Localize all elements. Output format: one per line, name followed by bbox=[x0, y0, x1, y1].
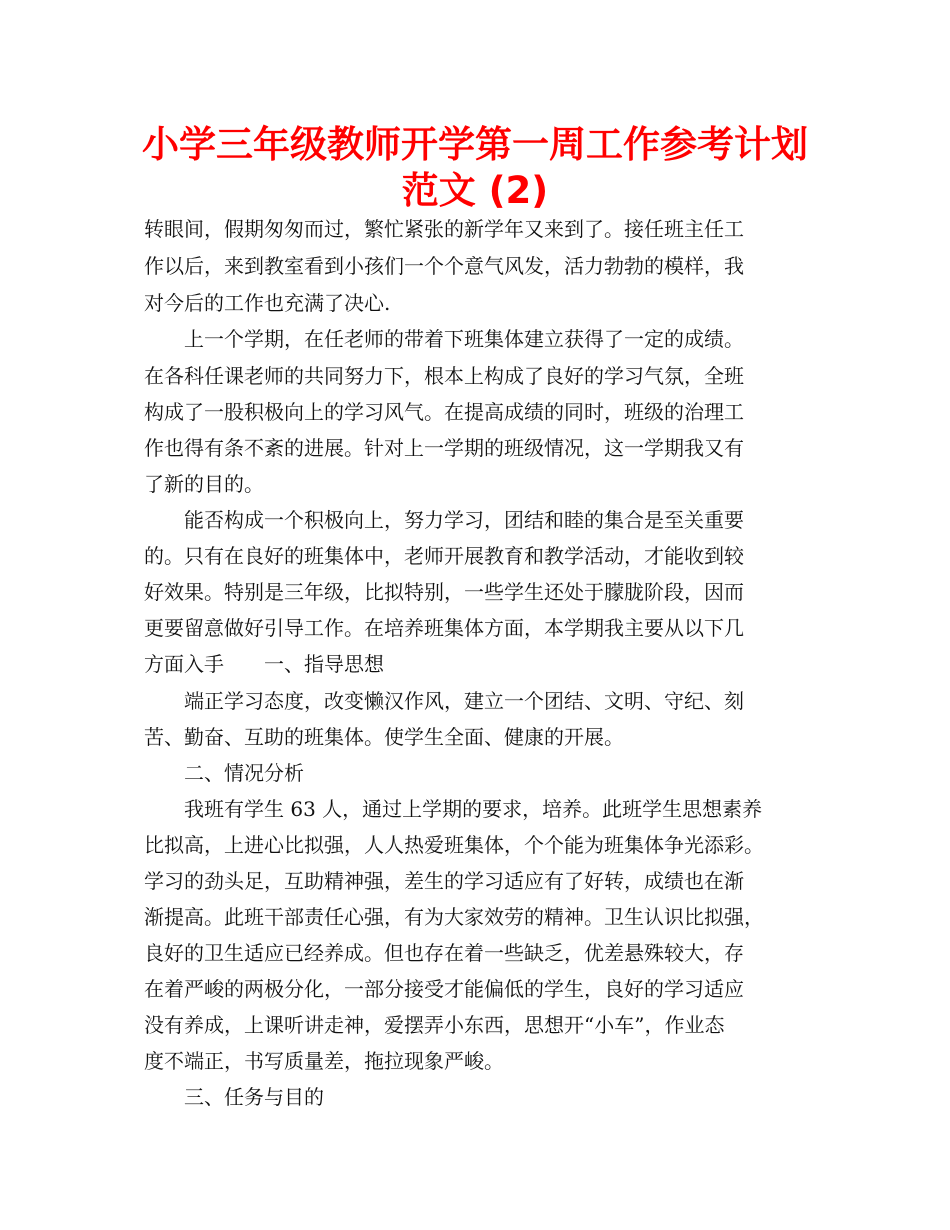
text-line-9: 能否构成一个积极向上，努力学习，团结和睦的集合是至关重要 bbox=[184, 508, 744, 532]
text-line-17: 我班有学生 63 人，通过上学期的要求，培养。此班学生思想素养 bbox=[184, 797, 763, 821]
text-line-10: 的。只有在良好的班集体中，老师开展教育和教学活动，才能收到较 bbox=[144, 544, 744, 568]
text-line-22: 在着严峻的两极分化，一部分接受才能偏低的学生，良好的学习适应 bbox=[144, 977, 744, 1001]
text-line-6: 构成了一股积极向上的学习风气。在提高成绩的同时，班级的治理工 bbox=[144, 400, 744, 424]
text-line-20: 渐提高。此班干部责任心强，有为大家效劳的精神。卫生认识比拟强， bbox=[144, 905, 764, 929]
document-title-line-1: 小学三年级教师开学第一周工作参考计划 bbox=[142, 123, 808, 166]
text-line-18: 比拟高，上进心比拟强，人人热爱班集体，个个能为班集体争光添彩。 bbox=[144, 833, 764, 857]
text-line-11: 好效果。特别是三年级，比拟特别，一些学生还处于朦胧阶段，因而 bbox=[144, 580, 744, 604]
document-title-line-2: 范文 (2) bbox=[401, 169, 549, 212]
text-line-4: 上一个学期，在任老师的带着下班集体建立获得了一定的成绩。 bbox=[184, 327, 744, 351]
text-line-14: 端正学习态度，改变懒汉作风，建立一个团结、文明、守纪、刻 bbox=[184, 689, 744, 713]
text-line-13: 方面入手 一、指导思想 bbox=[144, 652, 384, 676]
text-line-12: 更要留意做好引导工作。在培养班集体方面，本学期我主要从以下几 bbox=[144, 616, 744, 640]
text-line-5: 在各科任课老师的共同努力下，根本上构成了良好的学习气氛，全班 bbox=[144, 364, 744, 388]
text-line-1: 转眼间，假期匆匆而过，繁忙紧张的新学年又来到了。接任班主任工 bbox=[144, 217, 744, 241]
text-line-19: 学习的劲头足，互助精神强，差生的学习适应有了好转，成绩也在渐 bbox=[144, 869, 744, 893]
text-line-3: 对今后的工作也充满了决心. bbox=[144, 291, 391, 315]
text-line-8: 了新的目的。 bbox=[144, 472, 264, 496]
text-line-15: 苦、勤奋、互助的班集体。使学生全面、健康的开展。 bbox=[144, 725, 624, 749]
text-line-2: 作以后，来到教室看到小孩们一个个意气风发，活力勃勃的模样，我 bbox=[144, 254, 744, 278]
text-line-24: 度不端正，书写质量差，拖拉现象严峻。 bbox=[144, 1049, 504, 1073]
section-heading-2: 二、情况分析 bbox=[184, 761, 304, 785]
text-line-7: 作也得有条不紊的进展。针对上一学期的班级情况，这一学期我又有 bbox=[144, 436, 744, 460]
text-line-21: 良好的卫生适应已经养成。但也存在着一些缺乏，优差悬殊较大，存 bbox=[144, 941, 744, 965]
text-line-23: 没有养成，上课听讲走神，爱摆弄小东西，思想开“小车”，作业态 bbox=[144, 1013, 725, 1037]
section-heading-3: 三、任务与目的 bbox=[184, 1085, 324, 1109]
